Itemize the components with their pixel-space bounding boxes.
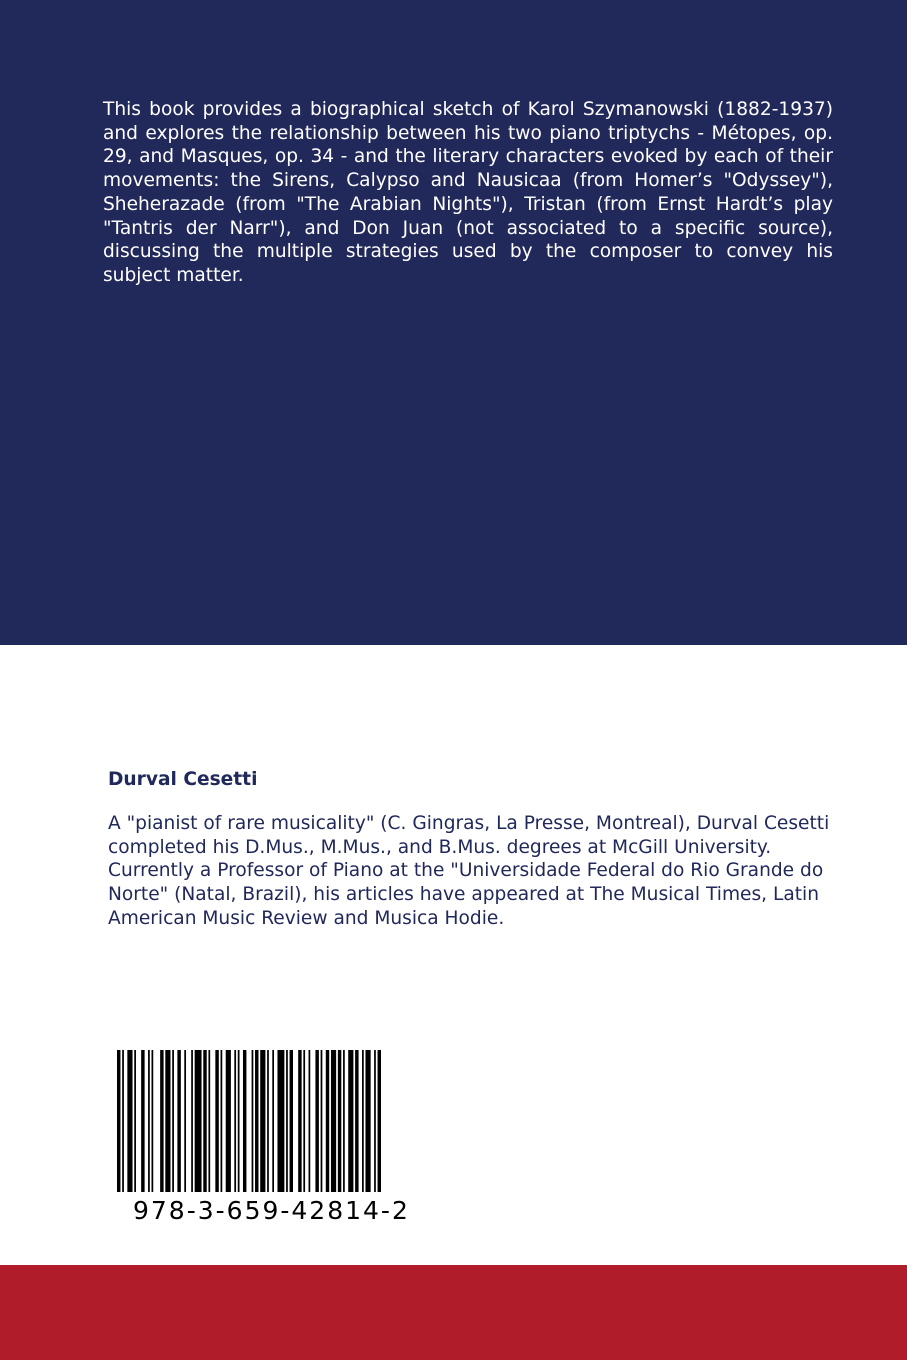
barcode-bar (226, 1050, 231, 1192)
barcode-bar (315, 1050, 318, 1192)
author-name: Durval Cesetti (108, 769, 258, 790)
barcode-bar (309, 1050, 311, 1192)
barcode-bar (221, 1050, 223, 1192)
barcode-bar (326, 1050, 329, 1192)
barcode-bar (331, 1050, 336, 1192)
barcode-bar (321, 1050, 323, 1192)
barcode-bar (122, 1050, 124, 1192)
barcode-bar (148, 1050, 150, 1192)
barcode-bar (272, 1050, 274, 1192)
barcode-bar (378, 1050, 381, 1192)
blurb-panel (0, 0, 907, 645)
barcode-bar (355, 1050, 358, 1192)
barcode-bar (298, 1050, 301, 1192)
barcode-bar (127, 1050, 132, 1192)
barcode-bar (141, 1050, 144, 1192)
barcode-bar (203, 1050, 206, 1192)
isbn-barcode (117, 1050, 381, 1192)
barcode-bar (260, 1050, 265, 1192)
barcode-bar (243, 1050, 246, 1192)
barcode-bar (338, 1050, 341, 1192)
barcode-bar (195, 1050, 202, 1192)
isbn-number: 978-3-659-42814-2 (133, 1196, 410, 1225)
barcode-bar (184, 1050, 186, 1192)
barcode-bar (252, 1050, 254, 1192)
barcode-bar (286, 1050, 288, 1192)
bottom-color-band (0, 1265, 907, 1360)
barcode-bar (165, 1050, 170, 1192)
barcode-bar (238, 1050, 240, 1192)
author-bio: A "pianist of rare musicality" (C. Gingras, La Presse, Montreal), Durval Cesetti completed his D.Mus., M.Mus., and B.Mus. degrees at McGill University. Currently a Professor of Piano at the "Universidade Federal do Rio Grande do Norte" (Natal, Brazil), his articles have appeared at The Musical Times, Latin American Music Review and Musica Hodie. (108, 813, 830, 929)
barcode-bar (343, 1050, 345, 1192)
barcode-bar (160, 1050, 163, 1192)
barcode-bar (152, 1050, 154, 1192)
barcode-bar (172, 1050, 174, 1192)
barcode-bar (365, 1050, 370, 1192)
barcode-bar (277, 1050, 284, 1192)
barcode-bar (348, 1050, 353, 1192)
barcode-bar (234, 1050, 236, 1192)
barcode-bar (290, 1050, 293, 1192)
book-description: This book provides a biographical sketch of Karol Szymanowski (1882-1937) and explores the relationship between his two piano triptychs - Métopes, op. 29, and Masques, op. 34 - and the literary characters evoked by each of their movements: the Sirens, Calypso and Nausicaa (from Homer’s "Odyssey"), Sheherazade (from "The Arabian Nights"), Tristan (from Ernst Hardt’s play "Tantris der Narr"), and Don Juan (not associated to a specific source), discussing the multiple strategies used by the composer to convey his subject matter. (103, 99, 833, 286)
barcode-bar (362, 1050, 364, 1192)
barcode-bar (255, 1050, 258, 1192)
barcode-bar (374, 1050, 376, 1192)
barcode-bar (117, 1050, 120, 1192)
barcode-bar (134, 1050, 136, 1192)
barcode-bar (208, 1050, 210, 1192)
barcode-bar (191, 1050, 193, 1192)
barcode-bar (303, 1050, 305, 1192)
barcode-bar (267, 1050, 269, 1192)
barcode-bar (215, 1050, 218, 1192)
barcode-bar (177, 1050, 180, 1192)
